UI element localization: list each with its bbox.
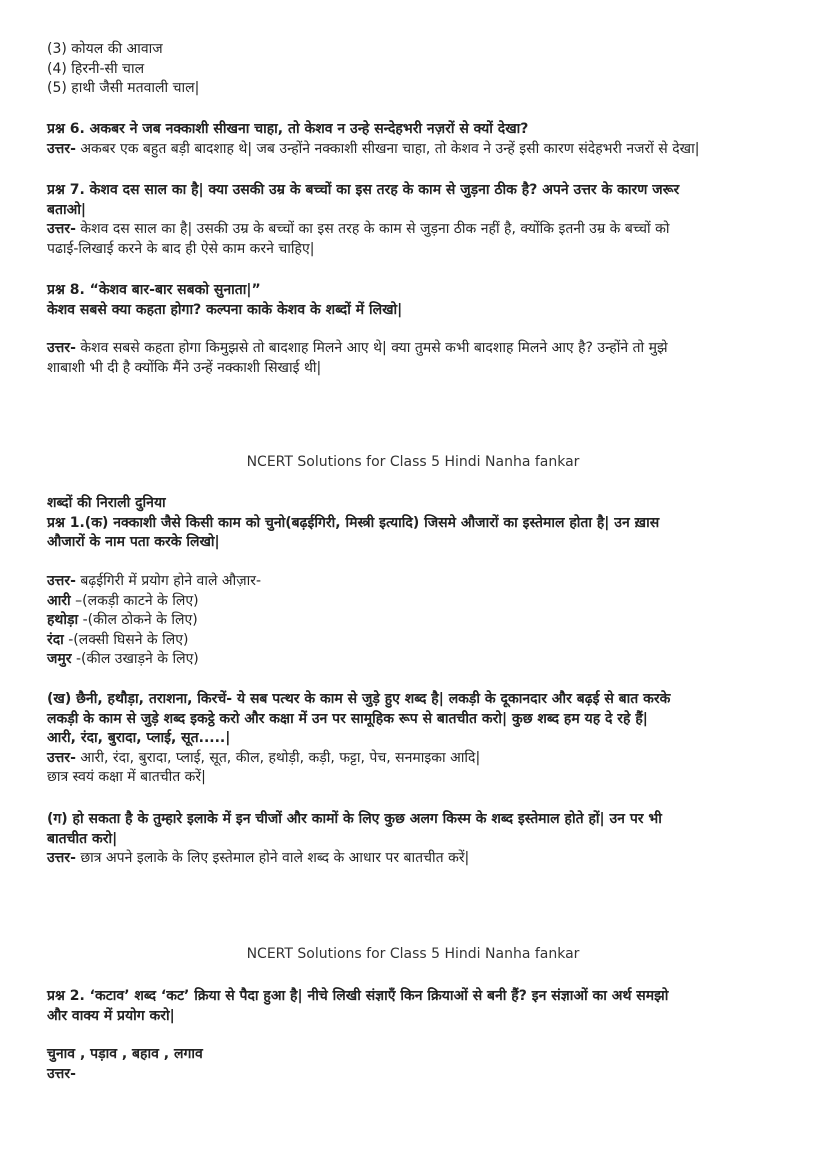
answer-text: शाबाशी भी दी है क्योंकि मैंने उन्हें नक्काशी सिखाई थी| bbox=[47, 359, 322, 376]
page-header: NCERT Solutions for Class 5 Hindi Nanha fankar bbox=[246, 454, 580, 470]
page-header: NCERT Solutions for Class 5 Hindi Nanha fankar bbox=[246, 946, 580, 962]
tool-name: आरी bbox=[47, 592, 71, 609]
answer-label: उत्तर- bbox=[47, 140, 76, 157]
question-text: प्रश्न 7. केशव दस साल का है| क्या उसकी उम्र के बच्चों का इस तरह के काम से जुड़ना ठीक है? अपने उत्तर के कारण जरूर bbox=[47, 182, 680, 198]
list-item: (5) हाथी जैसी मतवाली चाल| bbox=[47, 80, 200, 96]
answer-body: अकबर एक बहुत बड़ी बादशाह थे| जब उन्होंने नक्काशी सीखना चाहा, तो केशव ने उन्हें इसी कारण संदेहभरी नजरों से देखा| bbox=[75, 140, 700, 157]
tool-item bbox=[47, 650, 787, 670]
tool-desc: -(लक्सी घिसने के लिए) bbox=[63, 631, 189, 648]
answer-body: केशव सबसे कहता होगा किमुझसे तो बादशाह मिलने आए थे| क्या तुमसे कभी बादशाह मिलने आए है? उन्होंने तो मुझे bbox=[75, 340, 668, 356]
tool-name: हथोड़ा bbox=[47, 612, 79, 628]
question-ga bbox=[47, 810, 787, 869]
section-heading-block bbox=[47, 494, 787, 553]
question-6 bbox=[47, 120, 787, 159]
question-text: प्रश्न 2. ‘कटाव’ शब्द ‘कट’ क्रिया से पैदा हुआ है| नीचे लिखी संज्ञाएँ किन क्रियाओं से बनी हैं? इन संज्ञाओं का अर्थ समझो bbox=[47, 988, 669, 1004]
question-2 bbox=[47, 987, 787, 1026]
answer-label: उत्तर- bbox=[47, 749, 76, 766]
answer-text bbox=[47, 849, 787, 869]
tools-answer bbox=[47, 572, 787, 670]
answer-text bbox=[47, 339, 787, 359]
question-7 bbox=[47, 181, 787, 259]
answer-label: उत्तर- bbox=[47, 221, 76, 237]
question-text: बताओ| bbox=[47, 201, 87, 218]
answer-text: पढाई-लिखाई करने के बाद ही ऐसे काम करने चाहिए| bbox=[47, 240, 315, 257]
list-item: (3) कोयल की आवाज bbox=[47, 41, 163, 57]
question-text: और वाक्य में प्रयोग करो| bbox=[47, 1007, 175, 1024]
items-list bbox=[47, 40, 787, 99]
answer-label: उत्तर- bbox=[47, 850, 76, 866]
question-text: आरी, रंदा, बुरादा, प्लाई, सूत.....| bbox=[47, 730, 231, 746]
answer-label: उत्तर- bbox=[47, 1065, 76, 1082]
tool-desc: -(कील उखाड़ने के लिए) bbox=[71, 651, 199, 667]
question-text: लकड़ी के काम से जुड़े शब्द इकट्ठे करो और कक्षा में उन पर सामूहिक रूप से बातचीत करो| कुछ शब्द हम यह दे रहे हैं| bbox=[47, 710, 648, 727]
question-text: बातचीत करो| bbox=[47, 830, 118, 847]
tool-item bbox=[47, 631, 787, 651]
tool-name: रंदा bbox=[47, 631, 64, 648]
tool-desc: –(लकड़ी काटने के लिए) bbox=[70, 592, 199, 609]
question-text: (ग) हो सकता है के तुम्हारे इलाके में इन चीजों और कामों के लिए कुछ अलग किस्म के शब्द इस्तेमाल होते हों| उन पर भी bbox=[47, 811, 662, 827]
list-item: (4) हिरनी-सी चाल bbox=[47, 60, 145, 77]
section-heading: शब्दों की निराली दुनिया bbox=[47, 495, 166, 511]
question-text: प्रश्न 8. “केशव बार-बार सबको सुनाता|” bbox=[47, 282, 261, 298]
tool-item bbox=[47, 592, 787, 612]
question-text: प्रश्न 6. अकबर ने जब नक्काशी सीखना चाहा, तो केशव न उन्हे सन्देहभरी नज़रों से क्यों देखा? bbox=[47, 121, 529, 137]
answer-note: छात्र स्वयं कक्षा में बातचीत करें| bbox=[47, 769, 206, 785]
question-text: केशव सबसे क्या कहता होगा? कल्पना काके केशव के शब्दों में लिखो| bbox=[47, 301, 403, 318]
answer-text bbox=[47, 572, 787, 592]
tool-desc: -(कील ठोकने के लिए) bbox=[78, 612, 198, 628]
question-8 bbox=[47, 281, 787, 320]
answer-label: उत्तर- bbox=[47, 340, 76, 356]
answer-8 bbox=[47, 339, 787, 378]
tool-item bbox=[47, 611, 787, 631]
answer-body: बढ़ईगिरी में प्रयोग होने वाले औज़ार- bbox=[75, 573, 262, 589]
answer-text bbox=[47, 749, 787, 769]
question-text: औजारों के नाम पता करके लिखो| bbox=[47, 534, 220, 550]
question-text: प्रश्न 1.(क) नक्काशी जैसे किसी काम को चुनो(बढ़ईगिरी, मिस्त्री इत्यादि) जिसमे औजारों का इस्तेमाल होता है| उन ख़ास bbox=[47, 514, 660, 531]
words-answer bbox=[47, 1045, 787, 1084]
question-text: (ख) छैनी, हथौड़ा, तराशना, किरचें- ये सब पत्थर के काम से जुड़े हुए शब्द है| लकड़ी के दूकानदार और बढ़ई से बात करके bbox=[47, 691, 671, 707]
word-list: चुनाव , पड़ाव , बहाव , लगाव bbox=[47, 1046, 203, 1062]
question-kh bbox=[47, 690, 787, 788]
answer-body: छात्र अपने इलाके के लिए इस्तेमाल होने वाले शब्द के आधार पर बातचीत करें| bbox=[75, 850, 470, 866]
answer-text bbox=[47, 140, 787, 160]
answer-body: आरी, रंदा, बुरादा, प्लाई, सूत, कील, हथोड़ी, कड़ी, फट्टा, पेच, सनमाइका आदि| bbox=[75, 749, 481, 766]
answer-label: उत्तर- bbox=[47, 573, 76, 589]
answer-body: केशव दस साल का है| उसकी उम्र के बच्चों का इस तरह के काम से जुड़ना ठीक नहीं है, क्योंकि इतनी उम्र के बच्चों को bbox=[75, 221, 670, 237]
answer-text bbox=[47, 220, 787, 240]
tool-name: जमुर bbox=[47, 651, 72, 667]
